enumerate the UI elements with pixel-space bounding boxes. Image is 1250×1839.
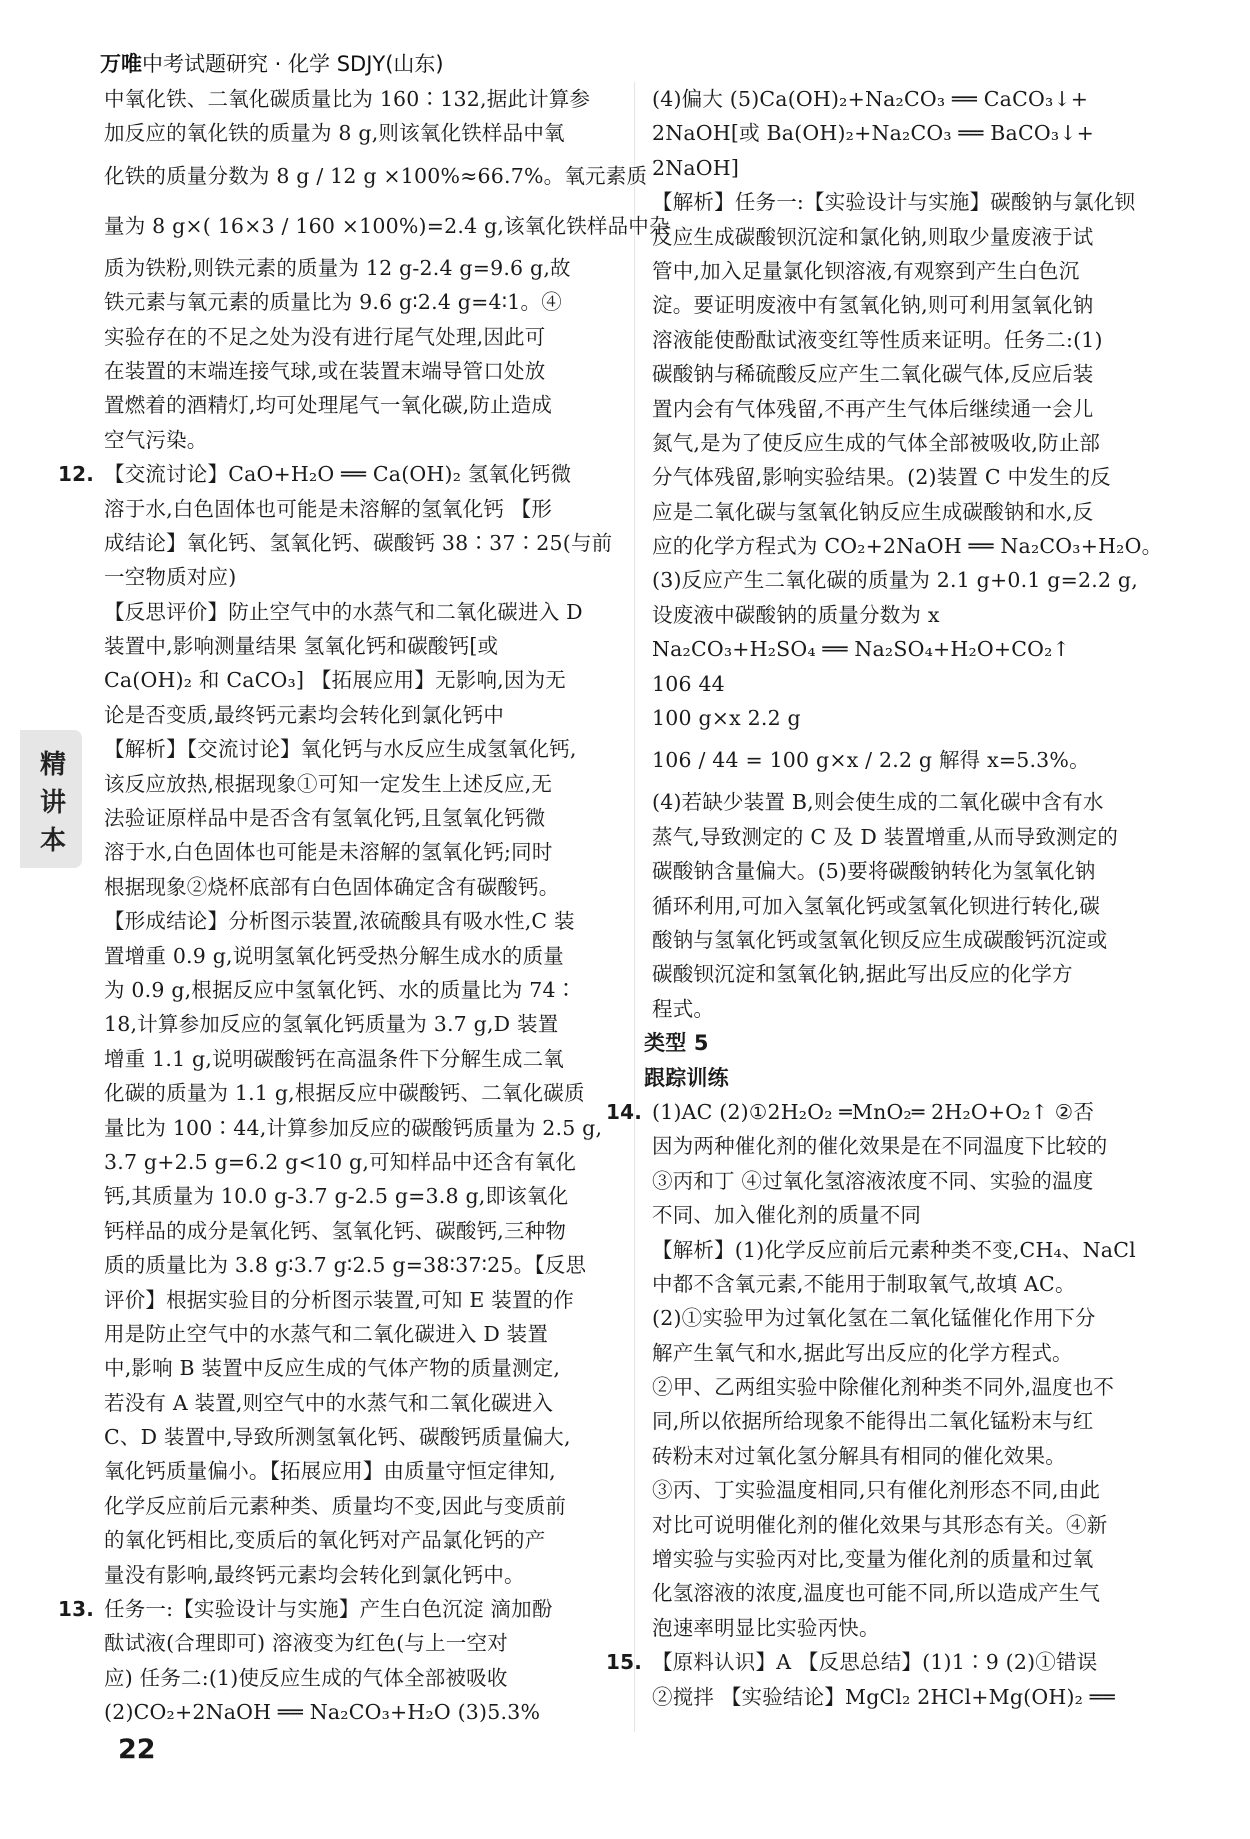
text-line (652, 426, 1164, 460)
text-line (652, 288, 1164, 322)
text-line (652, 1680, 1164, 1714)
line-text: 空气污染。 (104, 427, 208, 452)
line-text: 评价】根据实验目的分析图示装置,可知 E 装置的作 (104, 1287, 575, 1312)
section-heading (644, 1061, 1164, 1095)
line-text: 中都不含氧元素,不能用于制取氧气,故填 AC。 (652, 1271, 1076, 1296)
line-text: 氮气,是为了使反应生成的气体全部被吸收,防止部 (652, 430, 1101, 455)
line-text: 因为两种催化剂的催化效果是在不同温度下比较的 (652, 1134, 1108, 1159)
line-text: 任务一:【实验设计与实施】产生白色沉淀 滴加酚 (104, 1597, 553, 1622)
line-text: 的氧化钙相比,变质后的氧化钙对产品氯化钙的产 (104, 1528, 546, 1553)
text-line (104, 767, 616, 801)
line-text: 100 g×x 2.2 g (652, 706, 801, 731)
text-line (652, 1129, 1164, 1163)
text-line (104, 1111, 616, 1145)
line-text: (4)若缺少装置 B,则会使生成的二氧化碳中含有水 (652, 790, 1104, 815)
column-divider (634, 82, 635, 1732)
text-line (652, 1542, 1164, 1576)
line-text: 对比可说明催化剂的催化效果与其形态有关。④新 (652, 1512, 1108, 1537)
line-text: 解产生氧气和水,据此写出反应的化学方程式。 (652, 1340, 1073, 1365)
text-line (104, 1661, 616, 1695)
text-line (104, 1317, 616, 1351)
line-text: 用是防止空气中的水蒸气和二氧化碳进入 D 装置 (104, 1321, 549, 1346)
line-text: 碳酸钠与稀硫酸反应产生二氧化碳气体,反应后装 (652, 362, 1094, 387)
line-text: 蒸气,导致测定的 C 及 D 装置增重,从而导致测定的 (652, 824, 1119, 849)
line-text: 化学反应前后元素种类、质量均不变,因此与变质前 (104, 1493, 567, 1518)
line-text: 砖粉末对过氧化氢分解具有相同的催化效果。 (652, 1443, 1066, 1468)
text-line (104, 1386, 616, 1420)
line-text: ③丙、丁实验温度相同,只有催化剂形态不同,由此 (652, 1478, 1101, 1503)
question-number: 14. (606, 1099, 643, 1124)
text-line (652, 701, 1164, 735)
question-number: 12. (58, 462, 95, 487)
line-text: 设废液中碳酸钠的质量分数为 x (652, 602, 940, 627)
line-text: 增实验与实验丙对比,变量为催化剂的质量和过氧 (652, 1547, 1094, 1572)
line-text: 为 0.9 g,根据反应中氢氧化钙、水的质量比为 74∶ (104, 977, 577, 1002)
brand-logo: 万唯 (100, 52, 142, 76)
text-line (652, 151, 1164, 185)
text-line (104, 560, 616, 594)
text-line (652, 923, 1164, 957)
side-tab-char: 本 (39, 826, 66, 856)
answer-item-line (58, 457, 616, 491)
line-text: 加反应的氧化铁的质量为 8 g,则该氧化铁样品中氧 (104, 121, 565, 146)
text-line (652, 82, 1164, 116)
text-line (652, 1473, 1164, 1507)
answer-item-line (606, 1645, 1164, 1679)
line-text: 置内会有气体残留,不再产生气体后继续通一会儿 (652, 396, 1094, 421)
text-line (104, 1042, 616, 1076)
text-line (652, 254, 1164, 288)
text-line (104, 904, 616, 938)
line-text: 3.7 g+2.5 g=6.2 g<10 g,可知样品中还含有氧化 (104, 1149, 577, 1174)
line-text: 2NaOH] (652, 155, 740, 180)
line-text: 在装置的末端连接气球,或在装置末端导管口处放 (104, 358, 546, 383)
text-line (104, 1454, 616, 1488)
question-number: 15. (606, 1650, 643, 1675)
text-line (652, 220, 1164, 254)
text-line (652, 1198, 1164, 1232)
line-text: 2NaOH[或 Ba(OH)₂+Na₂CO₃ ══ BaCO₃↓+ (652, 121, 1095, 146)
text-line (104, 698, 616, 732)
text-line (104, 1007, 616, 1041)
line-text: 【解析】(1)化学反应前后元素种类不变,CH₄、NaCl (652, 1237, 1136, 1262)
line-text: 类型 5 (644, 1031, 709, 1056)
text-line (652, 1267, 1164, 1301)
text-line (104, 201, 670, 251)
line-text: 碳酸钡沉淀和氢氧化钠,据此写出反应的化学方 (652, 962, 1073, 987)
line-text: 溶液能使酚酞试液变红等性质来证明。任务二:(1) (652, 327, 1103, 352)
text-line (104, 1076, 616, 1110)
text-line (104, 629, 616, 663)
line-text: 钙,其质量为 10.0 g-3.7 g-2.5 g=3.8 g,即该氧化 (104, 1184, 569, 1209)
line-text: 【原料认识】A 【反思总结】(1)1∶9 (2)①错误 (652, 1650, 1098, 1675)
text-line (652, 632, 1164, 666)
text-line (652, 563, 1164, 597)
line-text: 一空物质对应) (104, 565, 237, 590)
text-line (652, 1576, 1164, 1610)
line-text: 【交流讨论】CaO+H₂O ══ Ca(OH)₂ 氢氧化钙微 (104, 462, 572, 487)
line-text: Ca(OH)₂ 和 CaCO₃] 【拓展应用】无影响,因为无 (104, 668, 566, 693)
line-text: (2)①实验甲为过氧化氢在二氧化锰催化作用下分 (652, 1306, 1096, 1331)
side-tab-char: 讲 (39, 788, 66, 818)
text-line (104, 1351, 616, 1385)
line-text: 应是二氧化碳与氢氧化钠反应生成碳酸钠和水,反 (652, 499, 1094, 524)
line-text: 氧化钙质量偏小。【拓展应用】由质量守恒定律知, (104, 1459, 556, 1484)
line-text: 实验存在的不足之处为没有进行尾气处理,因此可 (104, 324, 546, 349)
text-line (652, 889, 1164, 923)
line-text: 酞试液(合理即可) 溶液变为红色(与上一空对 (104, 1631, 508, 1656)
text-line (652, 598, 1164, 632)
text-line (104, 801, 616, 835)
line-text: 应) 任务二:(1)使反应生成的气体全部被吸收 (104, 1665, 508, 1690)
text-line (104, 82, 616, 116)
text-line (652, 1508, 1164, 1542)
line-text: 【形成结论】分析图示装置,浓硫酸具有吸水性,C 装 (104, 909, 575, 934)
line-text: 增重 1.1 g,说明碳酸钙在高温条件下分解生成二氧 (104, 1046, 564, 1071)
text-line (104, 1283, 616, 1317)
line-text: 反应生成碳酸钡沉淀和氯化钠,则取少量废液于试 (652, 224, 1094, 249)
text-line (652, 785, 1164, 819)
line-text: 质为铁粉,则铁元素的质量为 12 g-2.4 g=9.6 g,故 (104, 255, 571, 280)
text-line (652, 357, 1164, 391)
running-header (100, 48, 444, 78)
text-line (652, 992, 1164, 1026)
text-line (652, 1370, 1164, 1404)
text-line (104, 354, 616, 388)
line-text: (4)偏大 (5)Ca(OH)₂+Na₂CO₃ ══ CaCO₃↓+ (652, 87, 1089, 111)
text-line (104, 1695, 616, 1729)
text-line (652, 185, 1164, 219)
text-line (104, 1248, 616, 1282)
line-text: 不同、加入催化剂的质量不同 (652, 1203, 922, 1228)
text-line (652, 460, 1164, 494)
text-line (652, 1404, 1164, 1438)
text-line (652, 392, 1164, 426)
line-text: 量没有影响,最终钙元素均会转化到氯化钙中。 (104, 1562, 525, 1587)
line-text: 碳酸钠含量偏大。(5)要将碳酸钠转化为氢氧化钠 (652, 859, 1096, 884)
answer-item-line (606, 1095, 1164, 1129)
page-number: 22 (118, 1734, 156, 1765)
right-column (606, 82, 1164, 1714)
side-tab-jingjiangben (20, 730, 82, 868)
text-line (104, 423, 616, 457)
question-number: 13. (58, 1597, 95, 1622)
line-text: 溶于水,白色固体也可能是未溶解的氢氧化钙;同时 (104, 840, 553, 865)
line-text: 分气体残留,影响实验结果。(2)装置 C 中发生的反 (652, 465, 1111, 490)
line-text: 106 44 (652, 671, 725, 696)
text-line (104, 1179, 616, 1213)
text-line (652, 1439, 1164, 1473)
text-line (652, 820, 1164, 854)
text-line (104, 870, 616, 904)
line-text: 钙样品的成分是氧化钙、氢氧化钙、碳酸钙,三种物 (104, 1218, 567, 1243)
text-line (104, 1420, 616, 1454)
line-text: 溶于水,白色固体也可能是未溶解的氢氧化钙 【形 (104, 496, 553, 521)
text-line (652, 667, 1164, 701)
line-text: 置燃着的酒精灯,均可处理尾气一氧化碳,防止造成 (104, 393, 553, 418)
text-line (652, 957, 1164, 991)
text-line (652, 495, 1164, 529)
line-text: 若没有 A 装置,则空气中的水蒸气和二氧化碳进入 (104, 1390, 554, 1415)
text-line (652, 1301, 1164, 1335)
text-line (104, 939, 616, 973)
line-text: 根据现象②烧杯底部有白色固体确定含有碳酸钙。 (104, 874, 560, 899)
line-text: 同,所以依据所给现象不能得出二氧化锰粉末与红 (652, 1409, 1094, 1434)
text-line (104, 1523, 616, 1557)
text-line (652, 1164, 1164, 1198)
line-text: 程式。 (652, 996, 715, 1021)
text-line (652, 1233, 1164, 1267)
line-text: 化碳的质量为 1.1 g,根据反应中碳酸钙、二氧化碳质 (104, 1081, 585, 1106)
text-line (104, 388, 616, 422)
line-text: 【解析】任务一:【实验设计与实施】碳酸钠与氯化钡 (652, 190, 1136, 215)
line-text: 酸钠与氢氧化钙或氢氧化钡反应生成碳酸钙沉淀或 (652, 927, 1108, 952)
text-line (104, 151, 648, 201)
text-line (652, 854, 1164, 888)
text-line (104, 320, 616, 354)
text-line (104, 1489, 616, 1523)
line-text: 管中,加入足量氯化钡溶液,有观察到产生白色沉 (652, 258, 1080, 283)
line-text: (1)AC (2)①2H₂O₂ ═MnO₂═ 2H₂O+O₂↑ ②否 (652, 1099, 1095, 1124)
line-text: 【解析】【交流讨论】氧化钙与水反应生成氢氧化钙, (104, 737, 577, 762)
line-text: 该反应放热,根据现象①可知一定发生上述反应,无 (104, 771, 553, 796)
line-text: 淀。要证明废液中有氢氧化钠,则可利用氢氧化钠 (652, 293, 1094, 318)
text-line (104, 1626, 616, 1660)
text-line (652, 1611, 1164, 1645)
line-text: C、D 装置中,导致所测氢氧化钙、碳酸钙质量偏大, (104, 1425, 571, 1450)
text-line (104, 663, 616, 697)
text-line (104, 1145, 616, 1179)
line-text: 量为 8 g×( 16×3 / 160 ×100%)=2.4 g,该氧化铁样品中杂 (104, 213, 670, 238)
text-line (104, 595, 616, 629)
line-text: 106 / 44 = 100 g×x / 2.2 g 解得 x=5.3%。 (652, 748, 1090, 773)
answer-item-line (58, 1592, 616, 1626)
book-title: 中考试题研究 · 化学 SDJY(山东) (142, 52, 444, 76)
line-text: (3)反应产生二氧化碳的质量为 2.1 g+0.1 g=2.2 g, (652, 568, 1138, 593)
text-line (104, 1214, 616, 1248)
side-tab-char: 精 (39, 750, 66, 780)
line-text: 法验证原样品中是否含有氢氧化钙,且氢氧化钙微 (104, 806, 546, 831)
line-text: 化氢溶液的浓度,温度也可能不同,所以造成产生气 (652, 1581, 1101, 1606)
line-text: 泡速率明显比实验丙快。 (652, 1615, 880, 1640)
line-text: ②甲、乙两组实验中除催化剂种类不同外,温度也不 (652, 1375, 1115, 1400)
line-text: (2)CO₂+2NaOH ══ Na₂CO₃+H₂O (3)5.3% (104, 1700, 541, 1725)
line-text: 【反思评价】防止空气中的水蒸气和二氧化碳进入 D (104, 599, 583, 624)
text-line (104, 492, 616, 526)
line-text: 置增重 0.9 g,说明氢氧化钙受热分解生成水的质量 (104, 943, 564, 968)
line-text: 化铁的质量分数为 8 g / 12 g ×100%≈66.7%。氧元素质 (104, 163, 648, 188)
line-text: ②搅拌 【实验结论】MgCl₂ 2HCl+Mg(OH)₂ ══ (652, 1684, 1115, 1709)
text-line (104, 1558, 616, 1592)
line-text: 论是否变质,最终钙元素均会转化到氯化钙中 (104, 702, 505, 727)
line-text: 中氧化铁、二氧化碳质量比为 160∶132,据此计算参 (104, 87, 591, 111)
text-line (652, 1336, 1164, 1370)
text-line (104, 116, 616, 150)
line-text: ③丙和丁 ④过氧化氢溶液浓度不同、实验的温度 (652, 1168, 1094, 1193)
line-text: 中,影响 B 装置中反应生成的气体产物的质量测定, (104, 1356, 561, 1381)
text-line (652, 116, 1164, 150)
line-text: 循环利用,可加入氢氧化钙或氢氧化钡进行转化,碳 (652, 893, 1101, 918)
line-text: 18,计算参加反应的氢氧化钙质量为 3.7 g,D 装置 (104, 1012, 559, 1037)
text-line (652, 735, 1164, 785)
line-text: 跟踪训练 (644, 1065, 729, 1090)
line-text: 质的质量比为 3.8 g∶3.7 g∶2.5 g=38∶37∶25。【反思 (104, 1253, 587, 1278)
text-line (104, 285, 616, 319)
line-text: 成结论】氧化钙、氢氧化钙、碳酸钙 38∶37∶25(与前 (104, 530, 613, 555)
line-text: 应的化学方程式为 CO₂+2NaOH ══ Na₂CO₃+H₂O。 (652, 534, 1163, 559)
line-text: Na₂CO₃+H₂SO₄ ══ Na₂SO₄+H₂O+CO₂↑ (652, 637, 1070, 662)
text-line (104, 973, 616, 1007)
section-heading (644, 1026, 1164, 1060)
text-line (652, 529, 1164, 563)
text-line (104, 835, 616, 869)
text-line (104, 526, 616, 560)
text-line (104, 251, 616, 285)
text-line (652, 323, 1164, 357)
line-text: 装置中,影响测量结果 氢氧化钙和碳酸钙[或 (104, 634, 499, 659)
line-text: 量比为 100∶44,计算参加反应的碳酸钙质量为 2.5 g, (104, 1115, 603, 1140)
text-line (104, 732, 616, 766)
line-text: 铁元素与氧元素的质量比为 9.6 g∶2.4 g=4∶1。④ (104, 290, 562, 315)
